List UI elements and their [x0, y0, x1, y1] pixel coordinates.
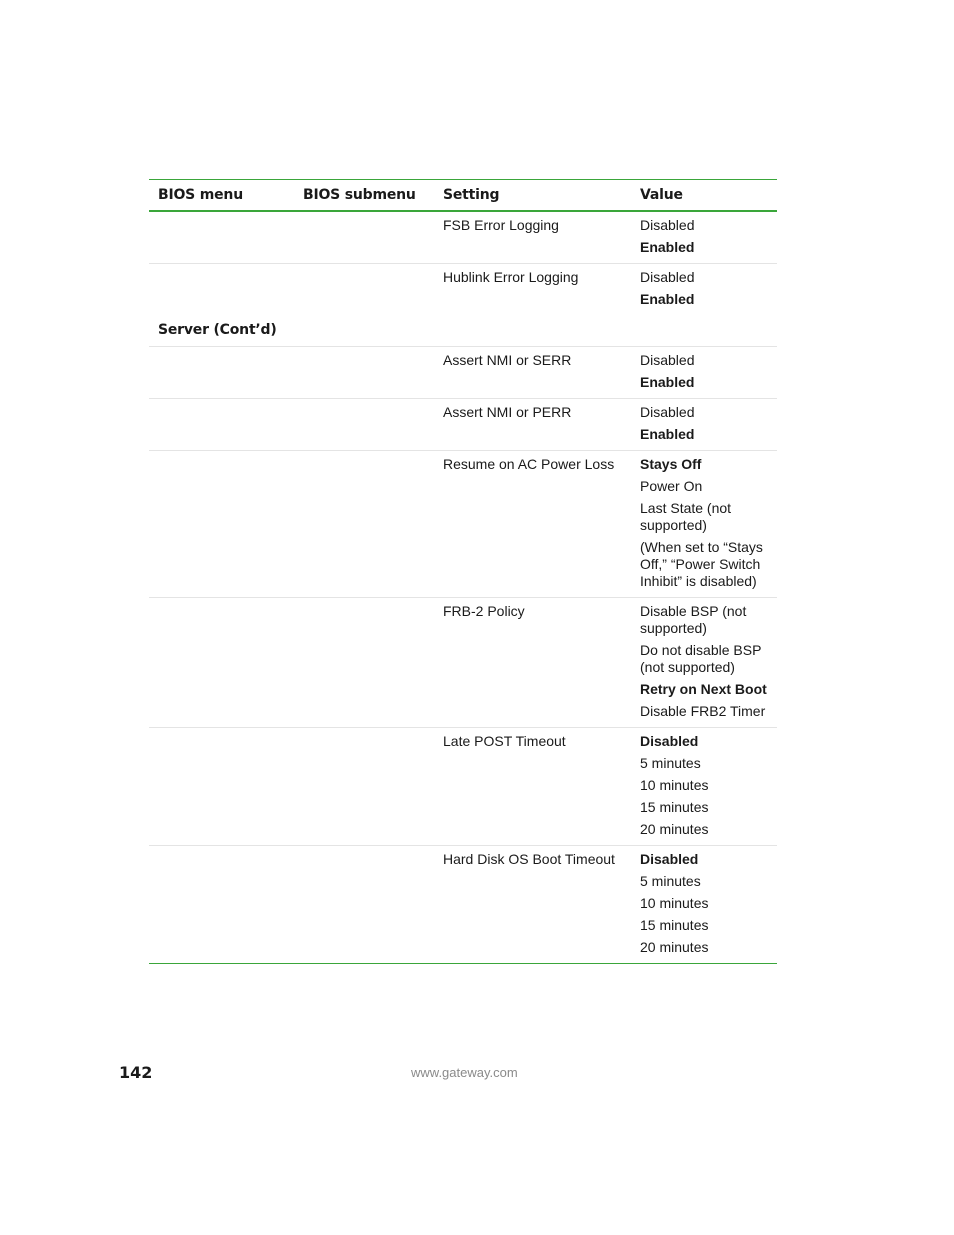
value-option: Disabled — [640, 217, 695, 233]
cell-value — [631, 598, 777, 728]
footer-website: www.gateway.com — [411, 1065, 518, 1080]
cell-bios-menu — [149, 451, 294, 598]
value-option-default: Disabled — [640, 851, 699, 867]
header-bios-menu: BIOS menu — [149, 180, 294, 212]
cell-bios-submenu — [294, 846, 434, 964]
table-row — [149, 846, 777, 964]
value-option: 5 minutes — [640, 755, 701, 771]
value-option: 20 minutes — [640, 821, 709, 837]
table-body-top — [149, 211, 777, 315]
section-row — [149, 315, 777, 347]
table-row — [149, 347, 777, 399]
value-option: 10 minutes — [640, 895, 709, 911]
cell-setting: Hublink Error Logging — [443, 269, 579, 285]
value-option-default: Disabled — [640, 733, 699, 749]
cell-setting: Hard Disk OS Boot Timeout — [443, 851, 615, 867]
section-label — [149, 315, 777, 347]
cell-bios-submenu — [294, 598, 434, 728]
cell-bios-menu — [149, 598, 294, 728]
header-value: Value — [631, 180, 777, 212]
value-option: 15 minutes — [640, 917, 709, 933]
cell-value — [631, 264, 777, 316]
cell-value — [631, 399, 777, 451]
header-bios-submenu: BIOS submenu — [294, 180, 434, 212]
cell-setting: Late POST Timeout — [434, 728, 631, 846]
cell-setting: FRB-2 Policy — [434, 598, 631, 728]
table-body-main — [149, 347, 777, 964]
cell-bios-submenu — [294, 264, 434, 316]
value-option: Disabled — [640, 352, 695, 368]
cell-bios-menu — [149, 728, 294, 846]
cell-bios-menu — [149, 211, 294, 264]
table-row — [149, 451, 777, 598]
table-row — [149, 399, 777, 451]
value-option-default: Retry on Next Boot — [640, 681, 767, 697]
header-setting: Setting — [434, 180, 631, 212]
value-option: 10 minutes — [640, 777, 709, 793]
cell-value — [631, 347, 777, 399]
cell-bios-submenu — [294, 728, 434, 846]
value-option: Disable BSP (not supported) — [640, 603, 747, 636]
cell-bios-submenu — [294, 451, 434, 598]
cell-value — [631, 451, 777, 598]
cell-setting: Resume on AC Power Loss — [434, 451, 631, 598]
cell-bios-menu — [149, 264, 294, 316]
cell-setting: Assert NMI or PERR — [434, 399, 631, 451]
bios-settings-table — [149, 179, 777, 964]
value-option-default: Enabled — [640, 239, 695, 255]
cell-bios-submenu — [294, 399, 434, 451]
value-option: Power On — [640, 478, 703, 494]
cell-setting: FSB Error Logging — [434, 211, 631, 264]
table-row — [149, 728, 777, 846]
cell-setting: Assert NMI or SERR — [434, 347, 631, 399]
value-option: Disable FRB2 Timer — [640, 703, 766, 719]
table-section — [149, 315, 777, 347]
cell-value — [631, 846, 777, 964]
value-option: 20 minutes — [640, 939, 709, 955]
value-option-default: Enabled — [640, 374, 695, 390]
cell-bios-menu — [149, 846, 294, 964]
cell-value — [631, 728, 777, 846]
page-number: 142 — [119, 1063, 153, 1082]
value-option-default: Enabled — [640, 291, 695, 307]
cell-bios-menu — [149, 399, 294, 451]
value-option: Disabled — [640, 404, 695, 420]
cell-value — [631, 211, 777, 264]
value-option: Last State (not supported) — [640, 500, 732, 533]
section-label-text: Server (Cont’d) — [158, 322, 277, 338]
cell-bios-submenu — [294, 211, 434, 264]
value-option: (When set to “Stays Off,” “Power Switch Inhibit” is disabled) — [640, 539, 763, 589]
table-row — [149, 598, 777, 728]
value-option: Do not disable BSP (not supported) — [640, 642, 762, 675]
value-option: Disabled — [640, 269, 695, 285]
table-row — [149, 211, 777, 264]
value-option: 15 minutes — [640, 799, 709, 815]
value-option-default: Enabled — [640, 426, 695, 442]
cell-bios-menu — [149, 347, 294, 399]
table-row — [149, 264, 777, 316]
cell-bios-submenu — [294, 347, 434, 399]
value-option: 5 minutes — [640, 873, 701, 889]
table-header-row — [149, 180, 777, 212]
value-option-default: Stays Off — [640, 456, 702, 472]
